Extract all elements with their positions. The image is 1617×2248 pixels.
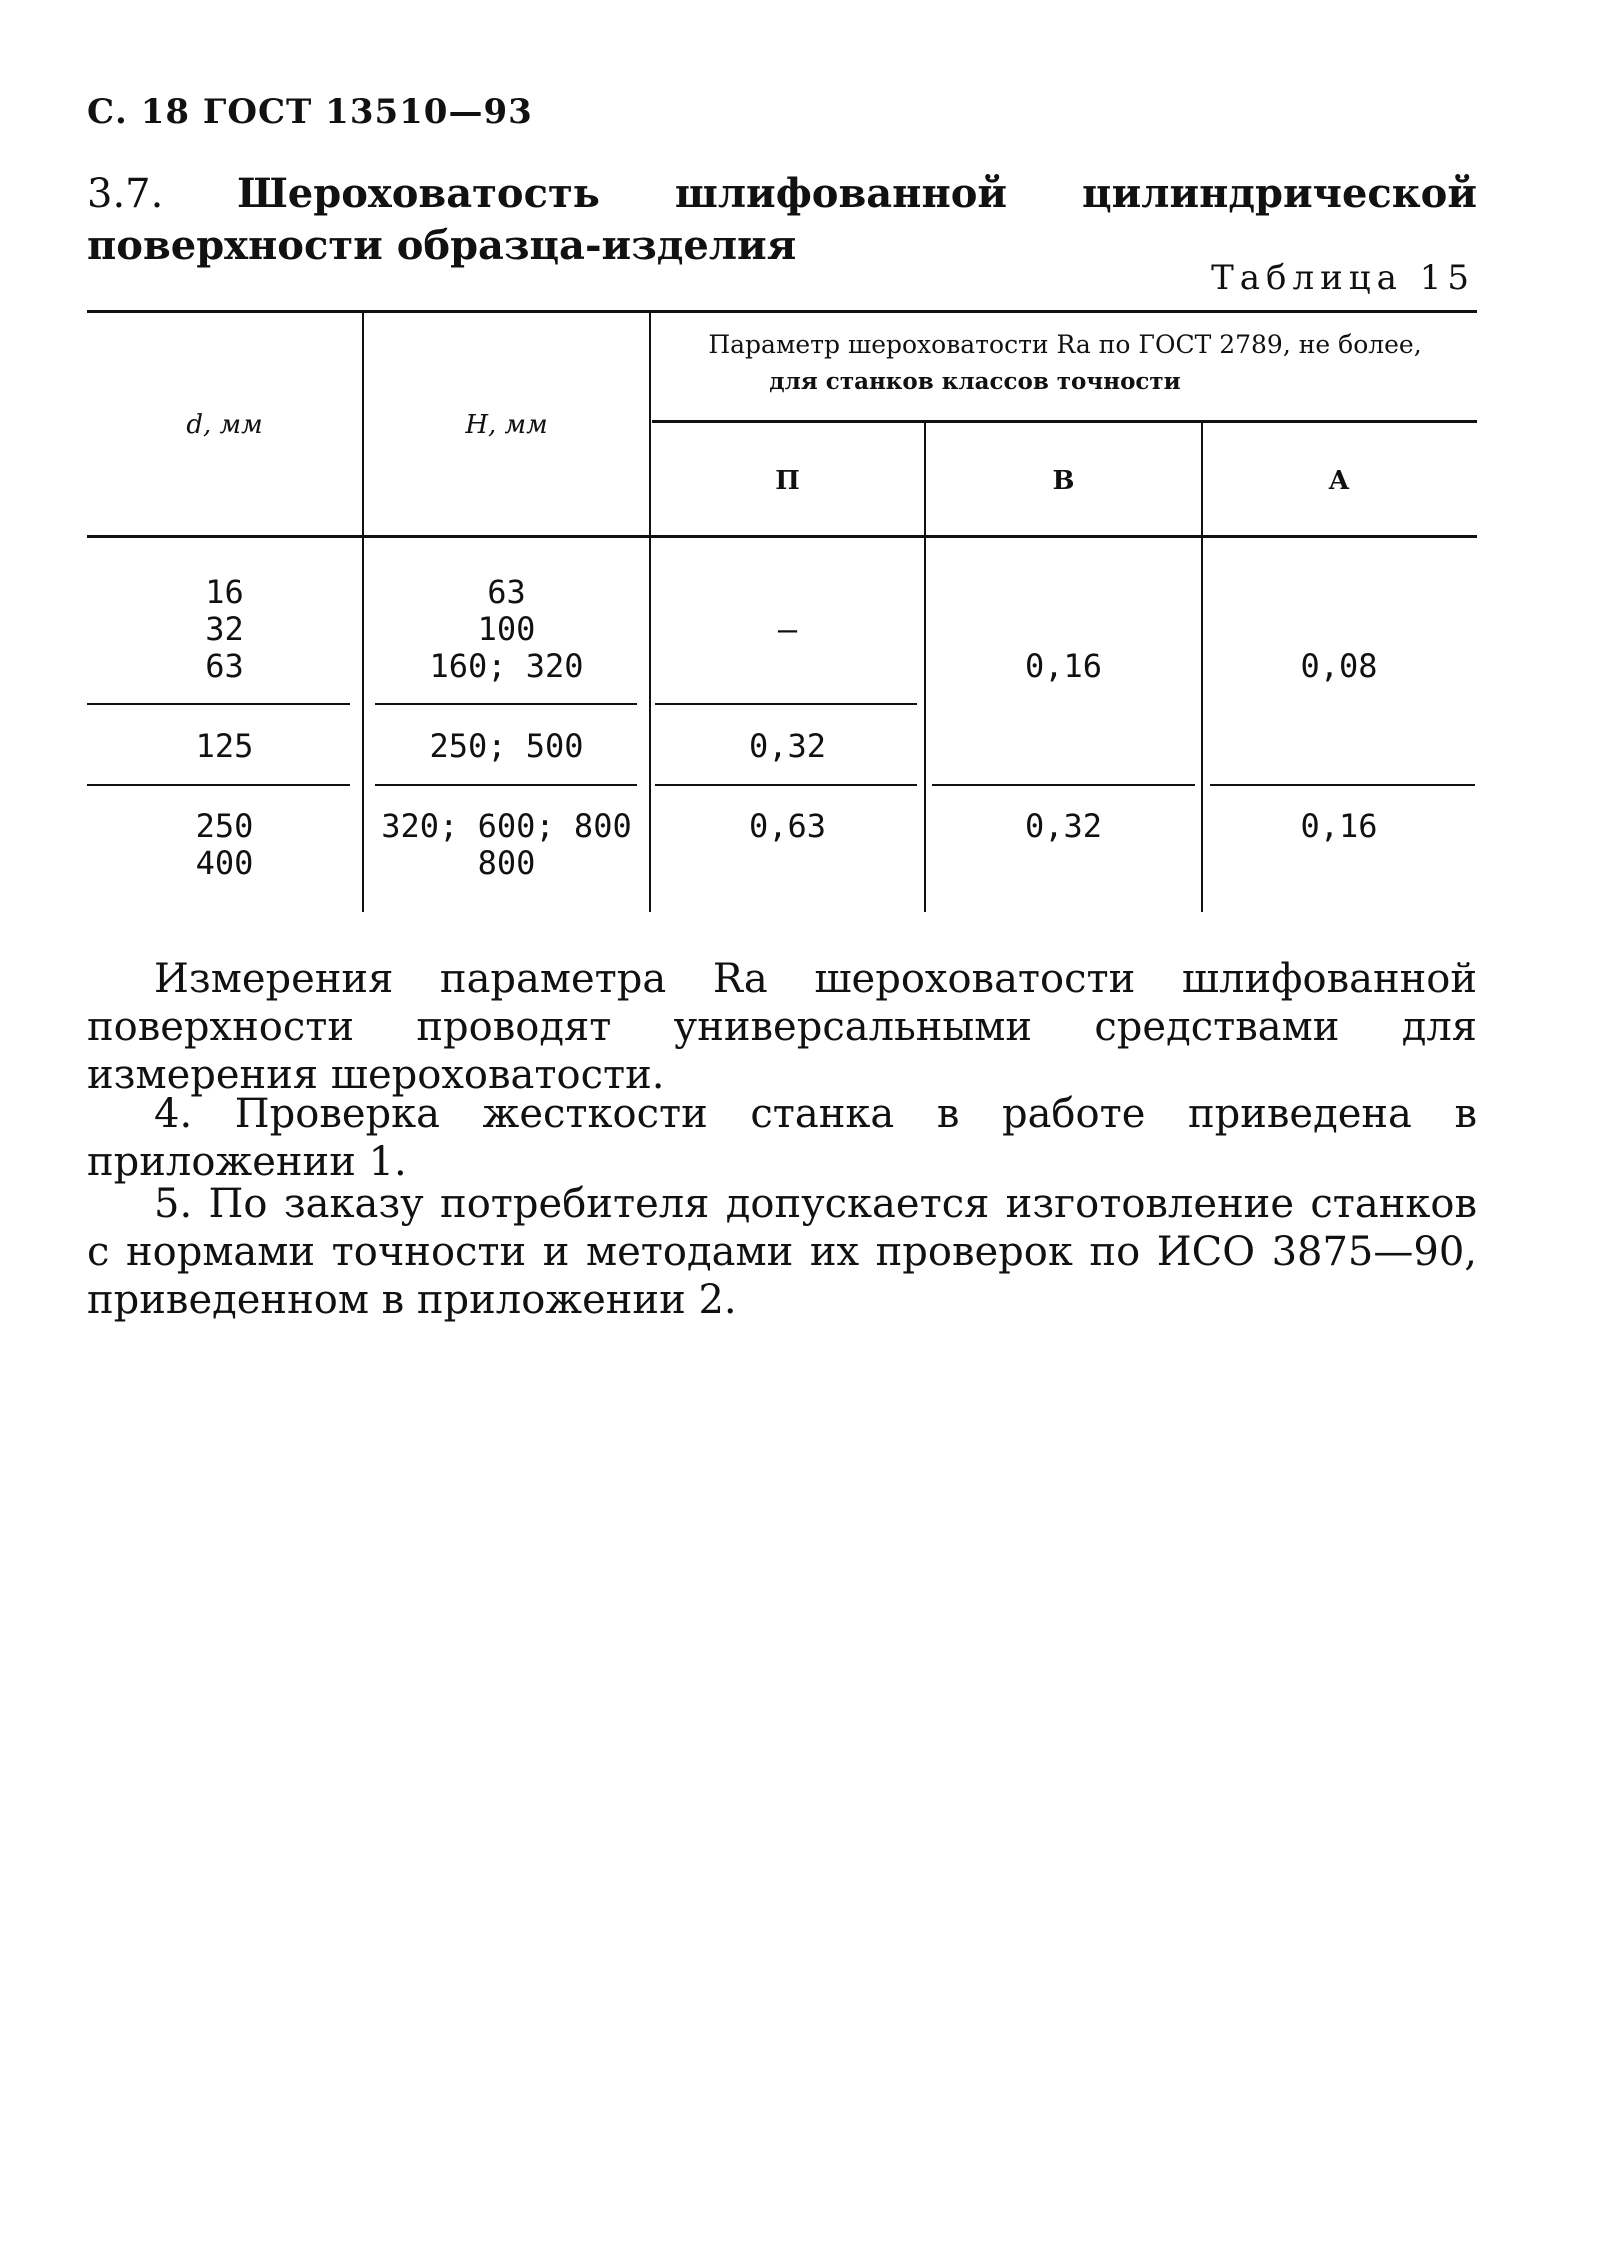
table-cell-d — [87, 808, 362, 882]
cell-value: 63 — [487, 573, 526, 611]
header-group-line1: Параметр шероховатости Ra по ГОСТ 2789, не более, — [708, 330, 1422, 359]
header-p: П — [775, 466, 800, 496]
header-a: А — [1328, 466, 1350, 496]
row-rule-1-d — [87, 703, 350, 705]
table-cell-a: 0,08 — [1300, 647, 1378, 685]
header-v: В — [1052, 466, 1075, 496]
cell-value: 63 — [205, 647, 244, 685]
paragraph-measurement: Измерения параметра Ra шероховатости шлифованной поверхности проводят универсальными средствами для измерения шероховатости. — [87, 956, 1477, 1098]
cell-value: 400 — [195, 844, 254, 882]
table-cell-v: 0,32 — [1024, 807, 1103, 845]
row-rule-2-h — [375, 784, 637, 786]
row-rule-2-p — [655, 784, 917, 786]
page-header: С. 18 ГОСТ 13510—93 — [87, 92, 533, 132]
cell-value: 250 — [195, 807, 254, 845]
table-cell-p: 0,63 — [748, 807, 827, 845]
row-rule-2-d — [87, 784, 350, 786]
row-rule-2-a — [1210, 784, 1475, 786]
table-cell-d — [87, 574, 362, 685]
header-group-line2: для станков классов точности — [769, 368, 1181, 395]
paragraph-5: 5. По заказу потребителя допускается изготовление станков с нормами точности и методами их проверок по ИСО 3875—90, приведенном в приложении 2. — [87, 1181, 1477, 1323]
cell-value: 16 — [205, 573, 244, 611]
table-cell-d: 125 — [195, 727, 254, 765]
table-caption: Таблица 15 — [1211, 258, 1475, 298]
table-cell-h: 250; 500 — [429, 727, 584, 765]
table-cell-h — [364, 808, 649, 882]
table-top-rule — [87, 310, 1477, 313]
table-cell-p: 0,32 — [748, 727, 827, 765]
table-cell-a: 0,16 — [1300, 807, 1378, 845]
cell-value: 100 — [477, 610, 536, 648]
cell-value: 320; 600; 800 — [381, 807, 632, 845]
cell-value: 32 — [205, 610, 244, 648]
row-rule-1-h — [375, 703, 637, 705]
row-rule-2-v — [932, 784, 1195, 786]
table-cell-v: 0,16 — [1024, 647, 1103, 685]
table-cell-p: — — [777, 610, 798, 648]
section-number: 3.7. — [87, 171, 164, 217]
header-group-rule — [652, 420, 1477, 423]
header-bottom-rule — [87, 535, 1477, 538]
section-title: Шероховатость шлифованной цилиндрической поверхности образца-изделия — [87, 170, 1478, 269]
header-d: d, мм — [186, 410, 263, 440]
cell-value: 160; 320 — [429, 647, 584, 685]
section-heading — [87, 168, 1477, 272]
table-cell-h — [364, 574, 649, 685]
paragraph-4: 4. Проверка жесткости станка в работе приведена в приложении 1. — [87, 1091, 1477, 1185]
header-h: H, мм — [465, 410, 548, 440]
cell-value: 800 — [477, 844, 536, 882]
row-rule-1-p — [655, 703, 917, 705]
